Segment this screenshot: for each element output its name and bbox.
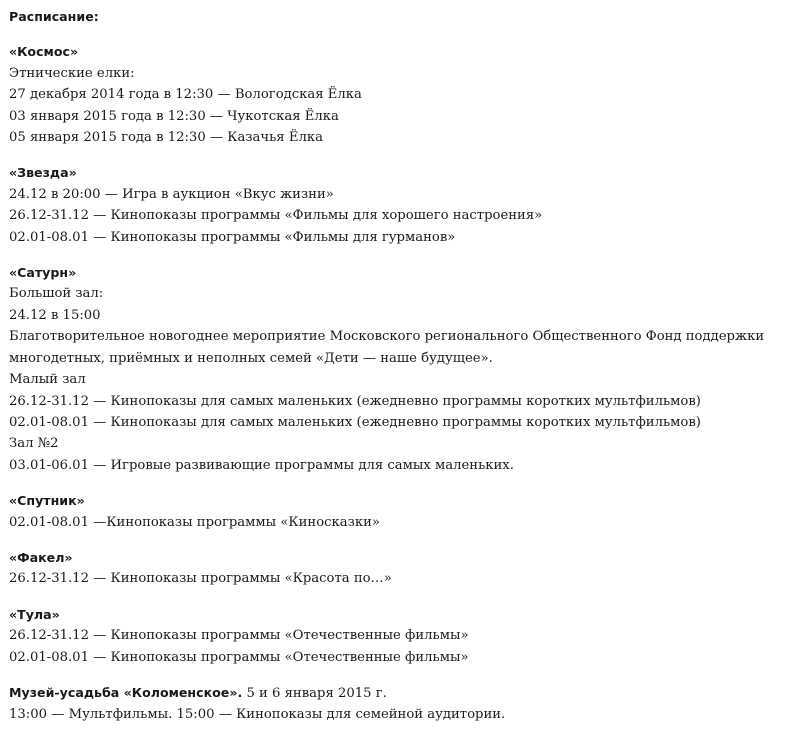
section-tula [9,604,779,668]
museum-dates: 5 и 6 января 2015 г. [242,685,387,701]
museum-name: Музей-усадьба «Коломенское». [9,684,243,700]
schedule-paragraph: Благотворительное новогоднее мероприятие Московского регионального Общественного Фонд поддержки многодетных, приёмных и неполных семей «Дети — наше будущее». [9,329,765,366]
section-heading: «Сатурн» [9,265,77,281]
schedule-line: 02.01-08.01 — Кинопоказы программы «Фильмы для гурманов» [9,229,456,245]
schedule-line: 26.12-31.12 — Кинопоказы для самых маленьких (ежедневно программы коротких мультфильмов) [9,393,701,409]
section-sputnik [9,490,779,533]
schedule-line: 26.12-31.12 — Кинопоказы программы «Красота по…» [9,571,392,587]
schedule-line: 27 декабря 2014 года в 12:30 — Вологодская Ёлка [9,87,362,103]
schedule-line: 24.12 в 15:00 [9,307,101,323]
section-kosmos [9,41,779,148]
section-saturn [9,262,779,476]
schedule-line: Большой зал: [9,286,104,302]
section-heading: «Звезда» [9,165,77,181]
section-heading: «Факел» [9,549,73,565]
schedule-line: 03 января 2015 года в 12:30 — Чукотская Ёлка [9,108,339,124]
section-heading: «Тула» [9,606,60,622]
schedule-line: 05 января 2015 года в 12:30 — Казачья Ёлка [9,130,323,146]
section-heading: «Спутник» [9,493,85,509]
schedule-title: Расписание: [9,9,99,24]
schedule-line: 13:00 — Мультфильмы. 15:00 — Кинопоказы для семейной аудитории. [9,707,506,723]
schedule-line: 02.01-08.01 — Кинопоказы программы «Отечественные фильмы» [9,649,469,665]
schedule-line: Этнические елки: [9,65,135,81]
schedule-line: Малый зал [9,372,86,388]
schedule-line: 02.01-08.01 —Кинопоказы программы «Киносказки» [9,514,380,530]
schedule-line: 03.01-06.01 — Игровые развивающие программы для самых маленьких. [9,457,514,473]
section-museum [9,682,779,726]
schedule-line: Зал №2 [9,436,59,452]
section-zvezda [9,162,779,248]
schedule-line: 24.12 в 20:00 — Игра в аукцион «Вкус жизни» [9,186,334,202]
section-heading: «Космос» [9,44,79,60]
schedule-line: 02.01-08.01 — Кинопоказы для самых маленьких (ежедневно программы коротких мультфильмов) [9,414,701,430]
museum-heading-line [9,682,779,704]
schedule-line: 26.12-31.12 — Кинопоказы программы «Фильмы для хорошего настроения» [9,208,543,224]
schedule-document [9,6,779,726]
section-fakel [9,547,779,590]
schedule-line: 26.12-31.12 — Кинопоказы программы «Отечественные фильмы» [9,628,469,644]
